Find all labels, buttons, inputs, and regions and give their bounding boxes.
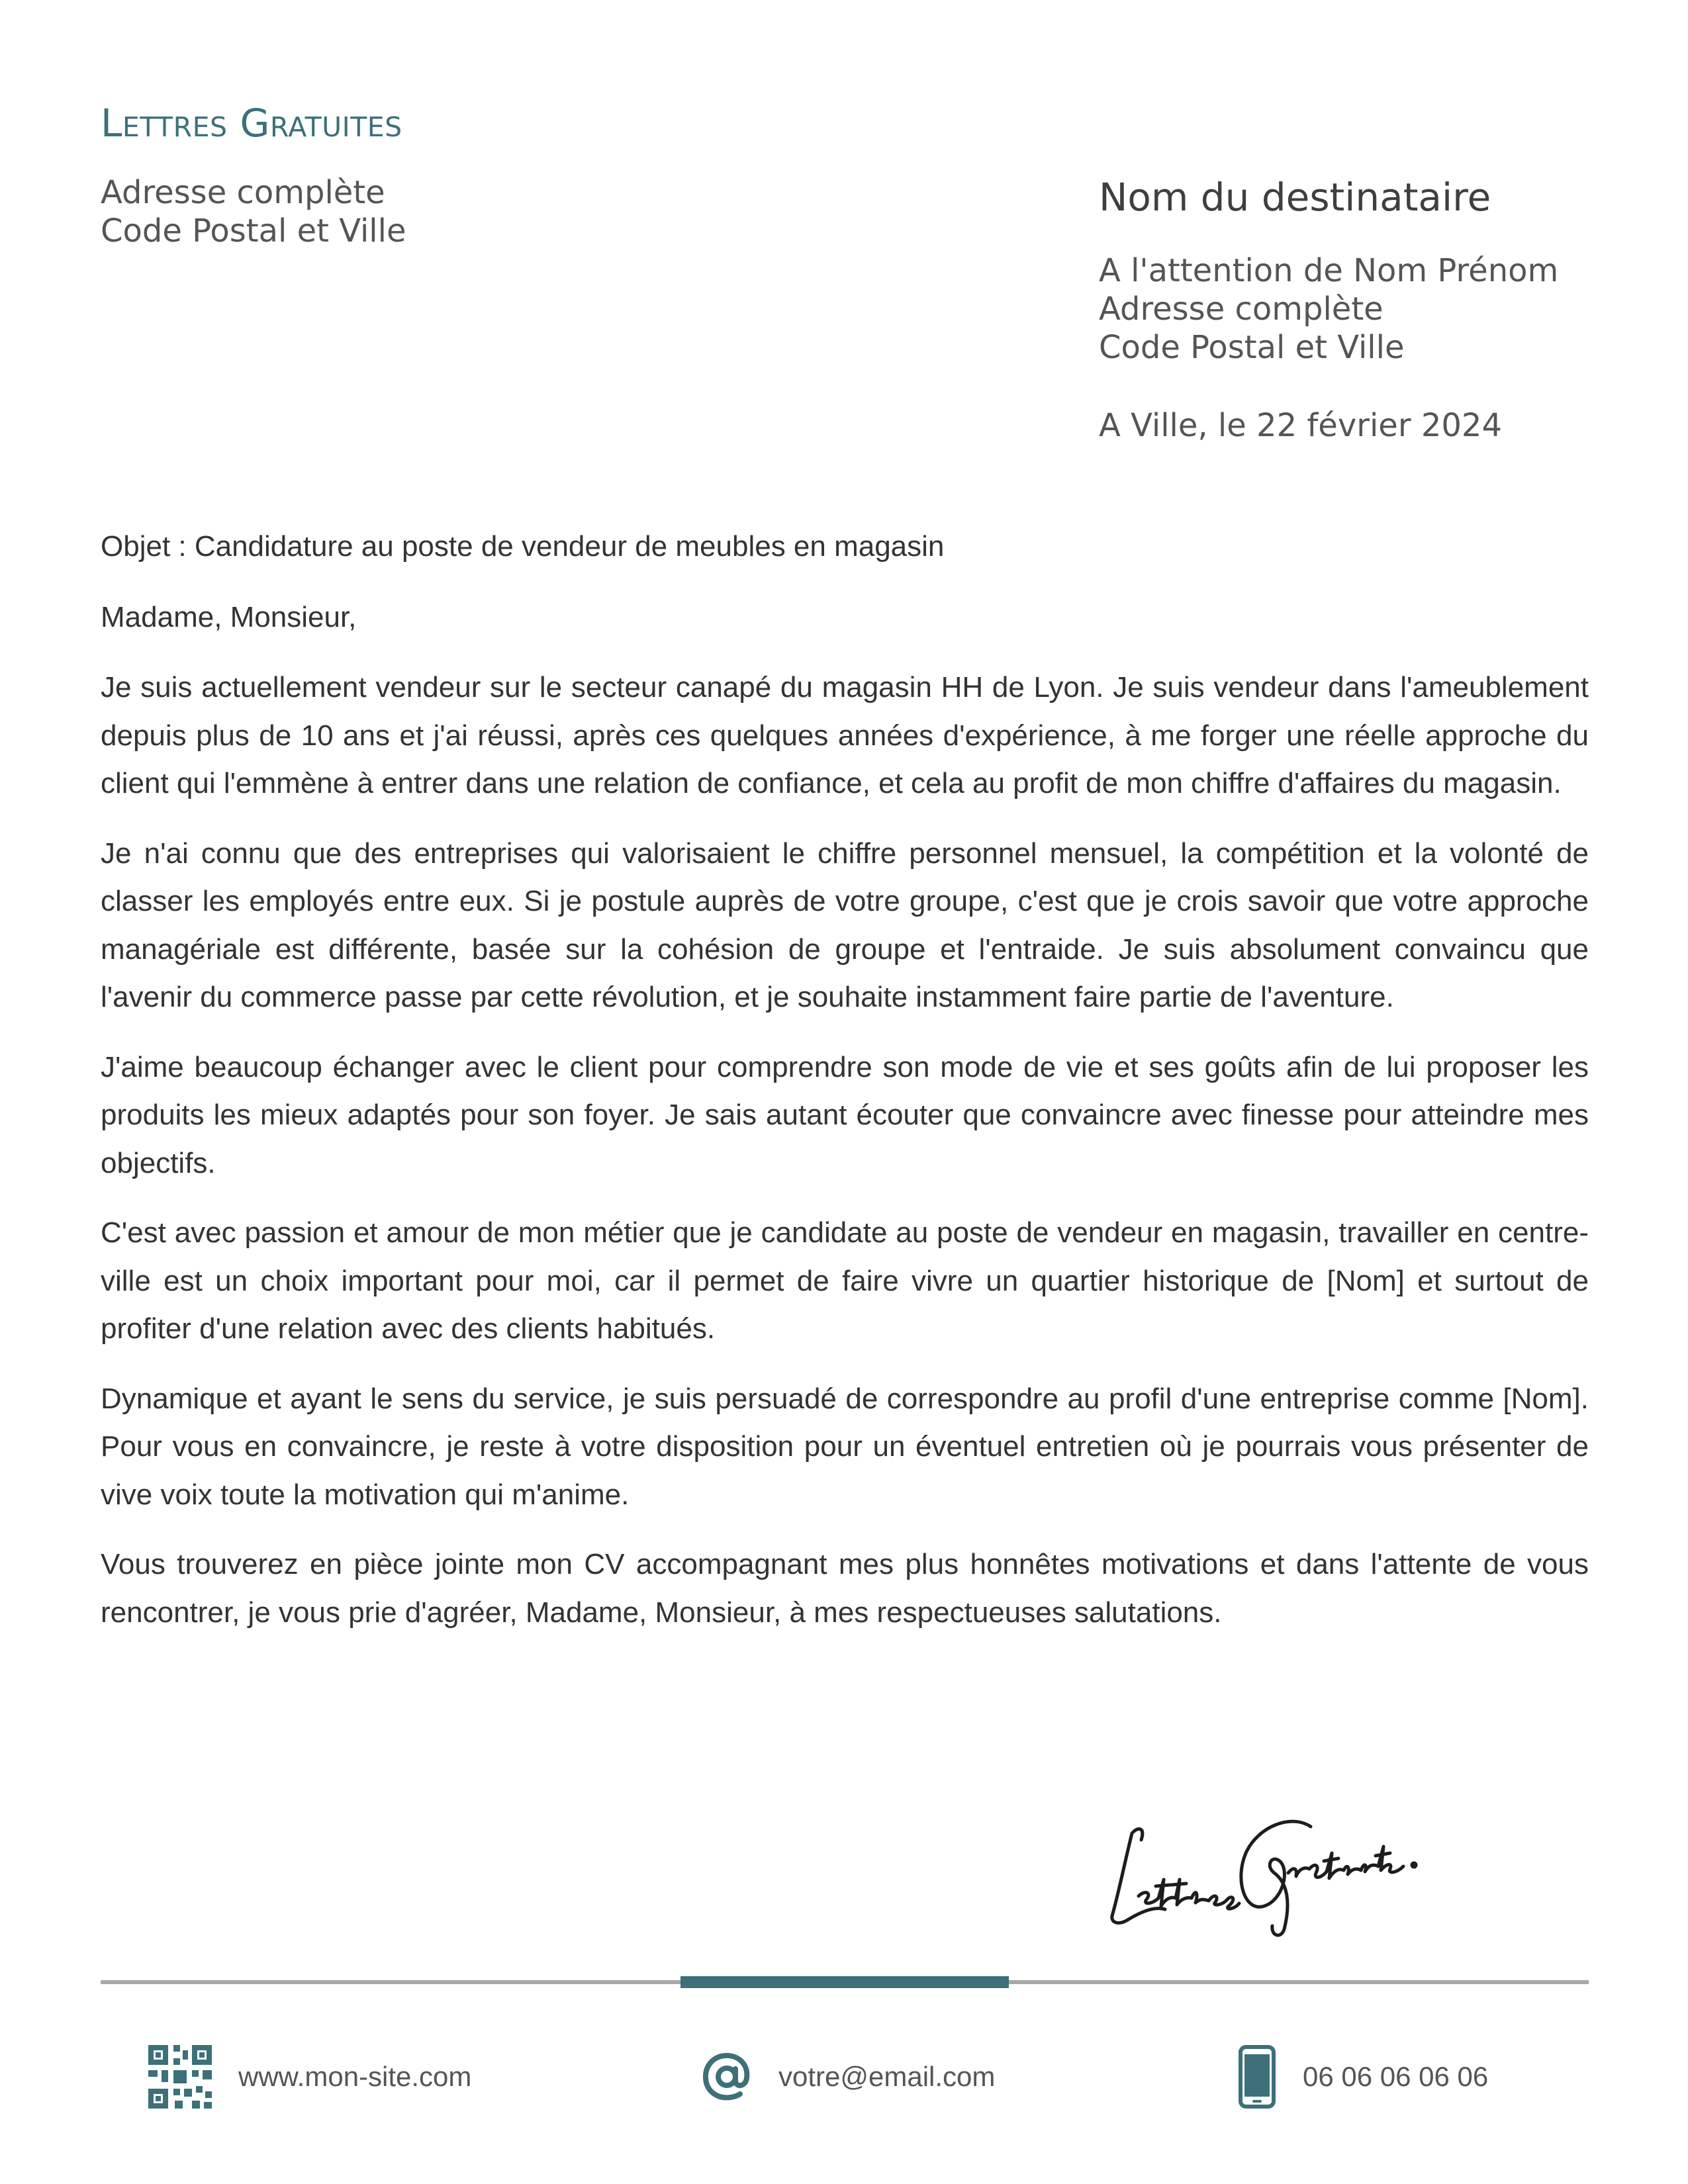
brand-title: Lettres Gratuites	[101, 101, 402, 146]
signature-drawing	[1092, 1780, 1450, 1939]
sender-address-block	[101, 173, 564, 250]
recipient-name: Nom du destinataire	[1099, 175, 1491, 220]
recipient-attention: A l'attention de Nom Prénom	[1099, 252, 1559, 289]
letter-body	[101, 523, 1589, 1659]
recipient-address: Adresse complète	[1099, 291, 1383, 328]
at-sign-icon	[702, 2052, 752, 2102]
letter-paragraph: Je suis actuellement vendeur sur le secteur canapé du magasin HH de Lyon. Je suis vendeur dans l'ameublement depuis plus de 10 ans et j'ai réussi, après ces quelques années d'expérience, à me forger une réelle approche du client qui l'emmène à entrer dans une relation de confiance, et cela au profit de mon chiffre d'affaires du magasin.	[101, 671, 1589, 799]
recipient-block	[1099, 173, 1628, 445]
letter-paragraph: C'est avec passion et amour de mon métier que je candidate au poste de vendeur en magasin, travailler en centre-ville est un choix important pour moi, car il permet de faire vivre un quartier historique de [Nom] et surtout de profiter d'une relation avec des clients habitués.	[101, 1216, 1589, 1345]
letter-date: A Ville, le 22 février 2024	[1099, 407, 1502, 444]
qr-code-icon	[148, 2045, 212, 2109]
footer-website	[148, 2045, 471, 2109]
letter-paragraph: J'aime beaucoup échanger avec le client pour comprendre son mode de vie et ses goûts afin de lui proposer les produits les mieux adaptés pour son foyer. Je sais autant écouter que convaincre avec finesse pour atteindre mes objectifs.	[101, 1050, 1589, 1179]
email-label[interactable]: votre@email.com	[778, 2061, 996, 2092]
recipient-city: Code Postal et Ville	[1099, 329, 1405, 366]
recipient-address-lines	[1099, 251, 1628, 367]
handwritten-signature	[1092, 1780, 1450, 1939]
letter-subject: Objet : Candidature au poste de vendeur de meubles en magasin	[101, 530, 945, 563]
letter-paragraph: Vous trouverez en pièce jointe mon CV accompagnant mes plus honnêtes motivations et dans l'attente de vous rencontrer, je vous prie d'agréer, Madame, Monsieur, à mes respectueuses salutations.	[101, 1548, 1589, 1629]
mobile-phone-icon	[1238, 2045, 1276, 2109]
letter-paragraph: Dynamique et ayant le sens du service, je suis persuadé de correspondre au profil d'une entreprise comme [Nom]. Pour vous en convaincre, je reste à votre disposition pour un éventuel entretien où je pourrais vous présenter de vive voix toute la motivation qui m'anime.	[101, 1382, 1589, 1511]
footer-phone	[1238, 2045, 1488, 2109]
letter-paragraph: Je n'ai connu que des entreprises qui valorisaient le chiffre personnel mensuel, la compétition et la volonté de classer les employés entre eux. Si je postule auprès de votre groupe, c'est que je crois savoir que votre approche managériale est différente, basée sur la cohésion de groupe et l'entraide. Je suis absolument convaincu que l'avenir du commerce passe par cette révolution, et je souhaite instamment faire partie de l'aventure.	[101, 837, 1589, 1013]
footer-email	[702, 2045, 995, 2109]
phone-label[interactable]: 06 06 06 06 06	[1303, 2061, 1489, 2092]
website-label[interactable]: www.mon-site.com	[238, 2061, 472, 2092]
sender-address: Adresse complète	[101, 174, 385, 211]
sender-city: Code Postal et Ville	[101, 212, 406, 250]
letter-greeting: Madame, Monsieur,	[101, 600, 357, 633]
footer-accent-bar	[680, 1976, 1009, 1988]
